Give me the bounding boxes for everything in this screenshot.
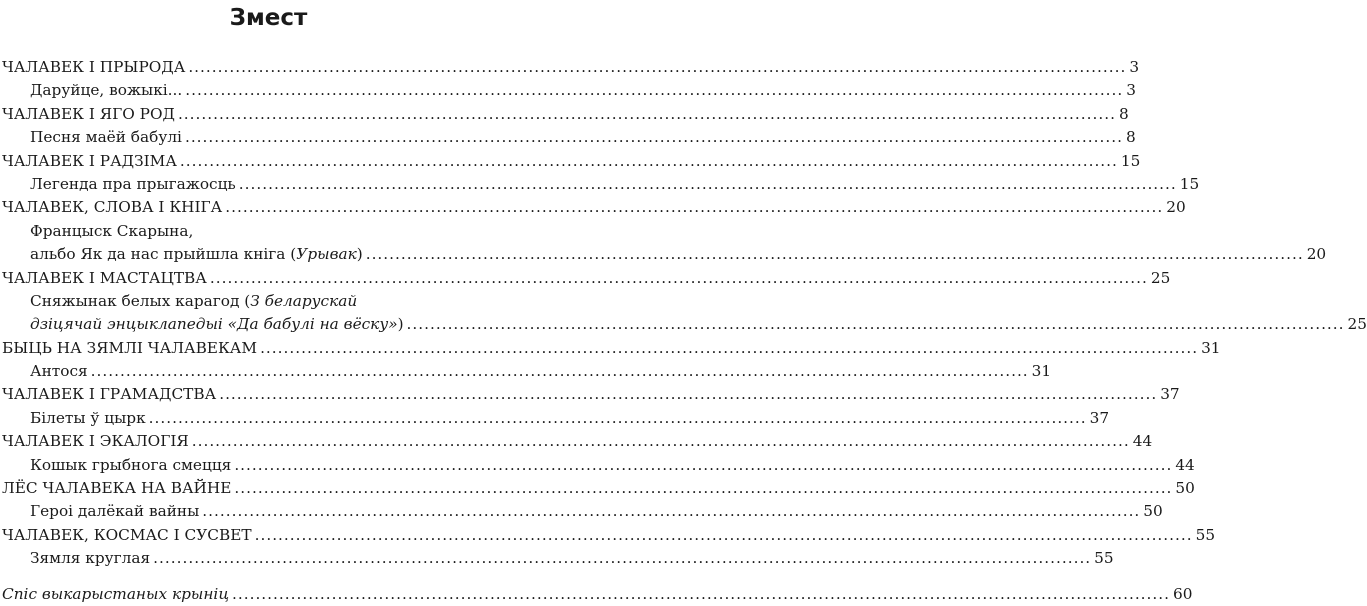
toc-entry-page: 50 — [1175, 479, 1195, 498]
toc-entry-page: 25 — [1150, 268, 1171, 287]
toc-entry-page: 31 — [1201, 338, 1221, 357]
toc-entry-section[interactable] — [0, 267, 1171, 290]
label-text: альбо Як да нас прыйшла кніга ( — [30, 245, 297, 264]
toc-entry-story-line1[interactable] — [0, 290, 537, 313]
toc-entry-page: 15 — [1179, 174, 1200, 193]
toc-entry-page: 55 — [1195, 525, 1216, 544]
toc-entry-section[interactable] — [0, 430, 1153, 453]
toc-entry-story[interactable] — [0, 547, 1114, 570]
toc-entry-label: Песня маёй бабулі — [30, 128, 182, 147]
toc-entry-label — [30, 313, 404, 336]
label-text: ) — [397, 315, 404, 334]
toc-entry-story[interactable] — [0, 360, 1052, 383]
toc-entry-page: 60 — [1173, 584, 1193, 603]
table-of-contents — [0, 56, 1367, 606]
page-title: Змест — [229, 5, 308, 31]
toc-entry-label: Легенда пра прыгажосць — [30, 174, 236, 193]
toc-entry-page: 37 — [1089, 408, 1110, 427]
toc-entry-story[interactable] — [0, 313, 1367, 336]
toc-entry-page: 8 — [1118, 104, 1129, 123]
toc-entry-page: 15 — [1120, 151, 1141, 170]
toc-entry-label: ЧАЛАВЕК І РАДЗІМА — [2, 151, 177, 170]
leader-dots — [180, 150, 1118, 173]
leader-dots — [225, 196, 1163, 219]
toc-entry-label: Даруйце, вожыкі... — [30, 81, 183, 100]
toc-entry-label: Антося — [30, 362, 88, 381]
leader-dots — [260, 337, 1198, 360]
leader-dots — [192, 430, 1130, 453]
label-italic: Урывак — [296, 245, 357, 264]
toc-entry-section[interactable] — [0, 150, 1141, 173]
label-text: Сняжынак белых карагод ( — [30, 291, 251, 310]
leader-dots — [239, 173, 1177, 196]
leader-dots — [202, 500, 1140, 523]
toc-entry-page: 20 — [1166, 198, 1186, 217]
toc-entry-page: 25 — [1347, 315, 1367, 334]
leader-dots — [407, 313, 1345, 336]
toc-entry-label: Зямля круглая — [30, 549, 151, 568]
toc-entry-story[interactable] — [0, 79, 1137, 102]
toc-entry-story[interactable] — [0, 454, 1195, 477]
leader-dots — [188, 56, 1126, 79]
leader-dots — [234, 454, 1172, 477]
toc-entry-label: Кошык грыбнога смецця — [30, 455, 232, 474]
toc-entry-section[interactable] — [0, 196, 1186, 219]
toc-entry-page: 37 — [1160, 385, 1180, 404]
toc-entry-label: ЧАЛАВЕК І ЭКАЛОГІЯ — [2, 432, 189, 451]
leader-dots — [91, 360, 1029, 383]
toc-entry-page: 50 — [1143, 502, 1163, 521]
toc-entry-section[interactable] — [0, 524, 1216, 547]
leader-dots — [210, 267, 1148, 290]
label-italic: дзіцячай энцыклапедыі «Да бабулі на вёску» — [30, 315, 398, 334]
toc-entry-story-line1[interactable]: Францыск Скарына, — [30, 221, 194, 240]
leader-dots — [149, 407, 1087, 430]
toc-entry-label: Білеты ў цырк — [30, 408, 146, 427]
toc-entry-section[interactable] — [0, 383, 1180, 406]
leader-dots — [185, 79, 1123, 102]
toc-entry-page: 3 — [1126, 81, 1137, 100]
toc-entry-story[interactable] — [0, 126, 1136, 149]
toc-entry-section[interactable] — [0, 337, 1221, 360]
toc-entry-story[interactable] — [0, 243, 1327, 266]
leader-dots — [234, 477, 1172, 500]
leader-dots — [153, 547, 1091, 570]
leader-dots — [232, 583, 1170, 606]
label-text: ) — [356, 245, 363, 264]
toc-entry-label: ЛЁС ЧАЛАВЕКА НА ВАЙНЕ — [2, 479, 232, 498]
toc-entry-label: ЧАЛАВЕК І ЯГО РОД — [2, 104, 175, 123]
leader-dots — [185, 126, 1123, 149]
toc-entry-label: ЧАЛАВЕК, СЛОВА І КНІГА — [2, 198, 223, 217]
spacer — [0, 571, 537, 583]
toc-entry-page: 20 — [1306, 245, 1327, 264]
toc-entry-page: 8 — [1125, 128, 1136, 147]
toc-entry-bibliography[interactable] — [0, 583, 1193, 606]
toc-entry-section[interactable] — [0, 103, 1129, 126]
toc-entry-section[interactable] — [0, 477, 1195, 500]
toc-entry-page: 31 — [1031, 362, 1052, 381]
toc-entry-label — [30, 243, 363, 266]
toc-entry-label: ЧАЛАВЕК І ГРАМАДСТВА — [2, 385, 217, 404]
toc-entry-label: ЧАЛАВЕК, КОСМАС І СУСВЕТ — [2, 525, 252, 544]
toc-entry-label: ЧАЛАВЕК І МАСТАЦТВА — [2, 268, 207, 287]
toc-entry-story[interactable] — [0, 407, 1110, 430]
leader-dots — [255, 524, 1193, 547]
toc-entry-label: ЧАЛАВЕК І ПРЫРОДА — [2, 58, 186, 76]
toc-entry-section[interactable] — [0, 56, 1140, 79]
leader-dots — [178, 103, 1116, 126]
toc-entry-page: 55 — [1094, 549, 1114, 568]
toc-entry-page: 44 — [1132, 432, 1153, 451]
label-italic: З беларускай — [250, 291, 358, 310]
toc-entry-label: Спіс выкарыстаных крыніц — [2, 584, 229, 603]
toc-entry-label: Героі далёкай вайны — [30, 502, 200, 521]
toc-entry-page: 44 — [1175, 455, 1195, 474]
toc-entry-story[interactable] — [0, 173, 1200, 196]
leader-dots — [366, 243, 1304, 266]
leader-dots — [219, 383, 1157, 406]
toc-entry-story[interactable] — [0, 500, 1163, 523]
toc-entry-label: БЫЦЬ НА ЗЯМЛІ ЧАЛАВЕКАМ — [2, 338, 258, 357]
toc-entry-page: 3 — [1129, 58, 1140, 76]
